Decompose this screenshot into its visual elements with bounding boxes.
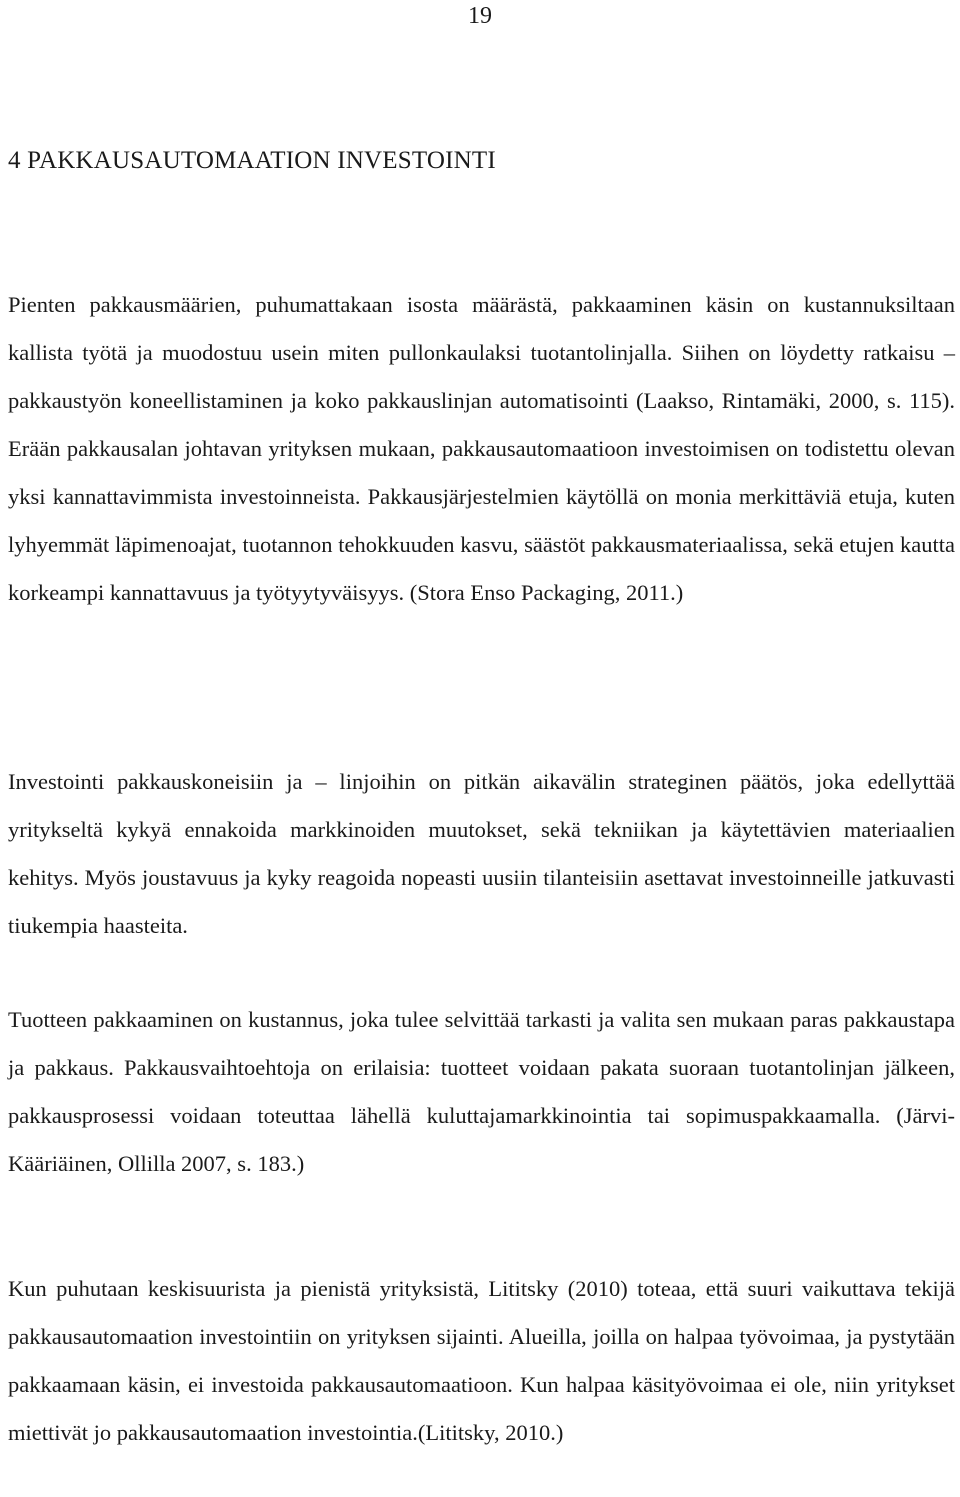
body-paragraph: Kun puhutaan keskisuurista ja pienistä yrityksistä, Lititsky (2010) toteaa, että suuri vaikuttava tekijä pakkausautomaation investointiin on yrityksen sijainti. Alueilla, joilla on halpaa työvoimaa, ja pystytään pakkaamaan käsin, ei investoida pakkausautomaatioon. Kun halpaa käsityövoimaa ei ole, niin yritykset miettivät jo pakkausautomaation investointia.(Lititsky, 2010.) [8, 1276, 955, 1445]
body-paragraph: Pienten pakkausmäärien, puhumattakaan isosta määrästä, pakkaaminen käsin on kustannuksiltaan kallista työtä ja muodostuu usein miten pullonkaulaksi tuotantolinjalla. Siihen on löydetty ratkaisu – pakkaustyön koneellistaminen ja koko pakkauslinjan automatisointi (Laakso, Rintamäki, 2000, s. 115). Erään pakkausalan johtavan yrityksen mukaan, pakkausautomaatioon investoimisen on todistettu olevan yksi kannattavimmista investoinneista. Pakkausjärjestelmien käytöllä on monia merkittäviä etuja, kuten lyhyemmät läpimenoajat, tuotannon tehokkuuden kasvu, säästöt pakkausmateriaalissa, sekä etujen kautta korkeampi kannattavuus ja työtyytyväisyys. (Stora Enso Packaging, 2011.) [8, 292, 955, 605]
body-paragraph: Investointi pakkauskoneisiin ja – linjoihin on pitkän aikavälin strateginen päätös, joka edellyttää yritykseltä kykyä ennakoida markkinoiden muutokset, sekä tekniikan ja käytettävien materiaalien kehitys. Myös joustavuus ja kyky reagoida nopeasti uusiin tilanteisiin asettavat investoinneille jatkuvasti tiukempia haasteita. [8, 769, 955, 938]
page-number: 19 [468, 3, 492, 29]
body-paragraph: Tuotteen pakkaaminen on kustannus, joka tulee selvittää tarkasti ja valita sen mukaan paras pakkaustapa ja pakkaus. Pakkausvaihtoehtoja on erilaisia: tuotteet voidaan pakata suoraan tuotantolinjan jälkeen, pakkausprosessi voidaan toteuttaa lähellä kuluttajamarkkinointia tai sopimuspakkaamalla. (Järvi-Kääriäinen, Ollilla 2007, s. 183.) [8, 1007, 955, 1176]
chapter-heading: 4 PAKKAUSAUTOMAATION INVESTOINTI [8, 147, 496, 174]
